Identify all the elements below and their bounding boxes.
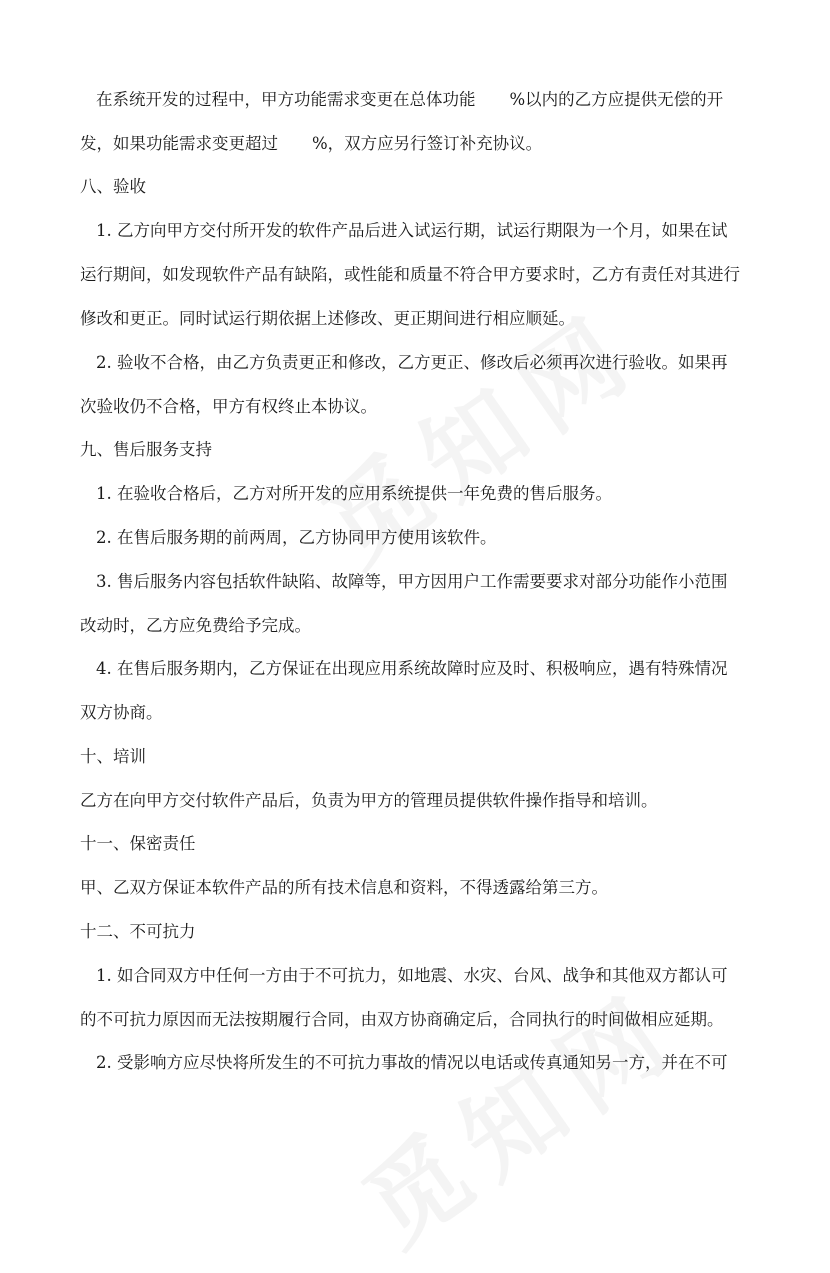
clause-line: 次验收仍不合格，甲方有权终止本协议。 — [80, 397, 377, 416]
clause-line: 4. 在售后服务期内，乙方保证在出现应用系统故障时应及时、积极响应，遇有特殊情况 — [96, 659, 728, 678]
paragraph-line — [80, 133, 542, 155]
text-span: %，双方应另行签订补充协议。 — [312, 134, 543, 153]
text-span: 发，如果功能需求变更超过 — [80, 134, 278, 153]
clause-line: 2. 在售后服务期的前两周，乙方协同甲方使用该软件。 — [96, 528, 497, 547]
section-heading-acceptance: 八、验收 — [80, 177, 146, 196]
clause-line: 3. 售后服务内容包括软件缺陷、故障等，甲方因用户工作需要要求对部分功能作小范围 — [96, 572, 728, 591]
clause-line: 甲、乙双方保证本软件产品的所有技术信息和资料，不得透露给第三方。 — [80, 878, 608, 897]
section-heading-force-majeure: 十二、不可抗力 — [80, 922, 196, 941]
section-heading-confidentiality: 十一、保密责任 — [80, 834, 196, 853]
clause-line: 乙方在向甲方交付软件产品后，负责为甲方的管理员提供软件操作指导和培训。 — [80, 791, 658, 810]
clause-line: 的不可抗力原因而无法按期履行合同，由双方协商确定后，合同执行的时间做相应延期。 — [80, 1010, 724, 1029]
clause-line: 2. 受影响方应尽快将所发生的不可抗力事故的情况以电话或传真通知另一方，并在不可 — [96, 1053, 728, 1072]
clause-line: 2. 验收不合格，由乙方负责更正和修改，乙方更正、修改后必须再次进行验收。如果再 — [96, 353, 728, 372]
clause-line: 改动时，乙方应免费给予完成。 — [80, 616, 311, 635]
text-span: 在系统开发的过程中，甲方功能需求变更在总体功能 — [96, 90, 476, 109]
clause-line: 运行期间，如发现软件产品有缺陷，或性能和质量不符合甲方要求时，乙方有责任对其进行 — [80, 265, 740, 284]
text-span: %以内的乙方应提供无偿的开 — [509, 90, 724, 109]
clause-line: 双方协商。 — [80, 703, 163, 722]
clause-line: 1. 如合同双方中任何一方由于不可抗力，如地震、水灾、台风、战争和其他双方都认可 — [96, 966, 728, 985]
section-heading-after-sales: 九、售后服务支持 — [80, 440, 212, 459]
watermark — [331, 951, 704, 1272]
section-heading-training: 十、培训 — [80, 747, 146, 766]
clause-line: 1. 在验收合格后，乙方对所开发的应用系统提供一年免费的售后服务。 — [96, 484, 612, 503]
clause-line: 修改和更正。同时试运行期依据上述修改、更正期间进行相应顺延。 — [80, 309, 575, 328]
paragraph-line — [96, 89, 723, 111]
clause-line: 1. 乙方向甲方交付所开发的软件产品后进入试运行期，试运行期限为一个月，如果在试 — [96, 221, 728, 240]
